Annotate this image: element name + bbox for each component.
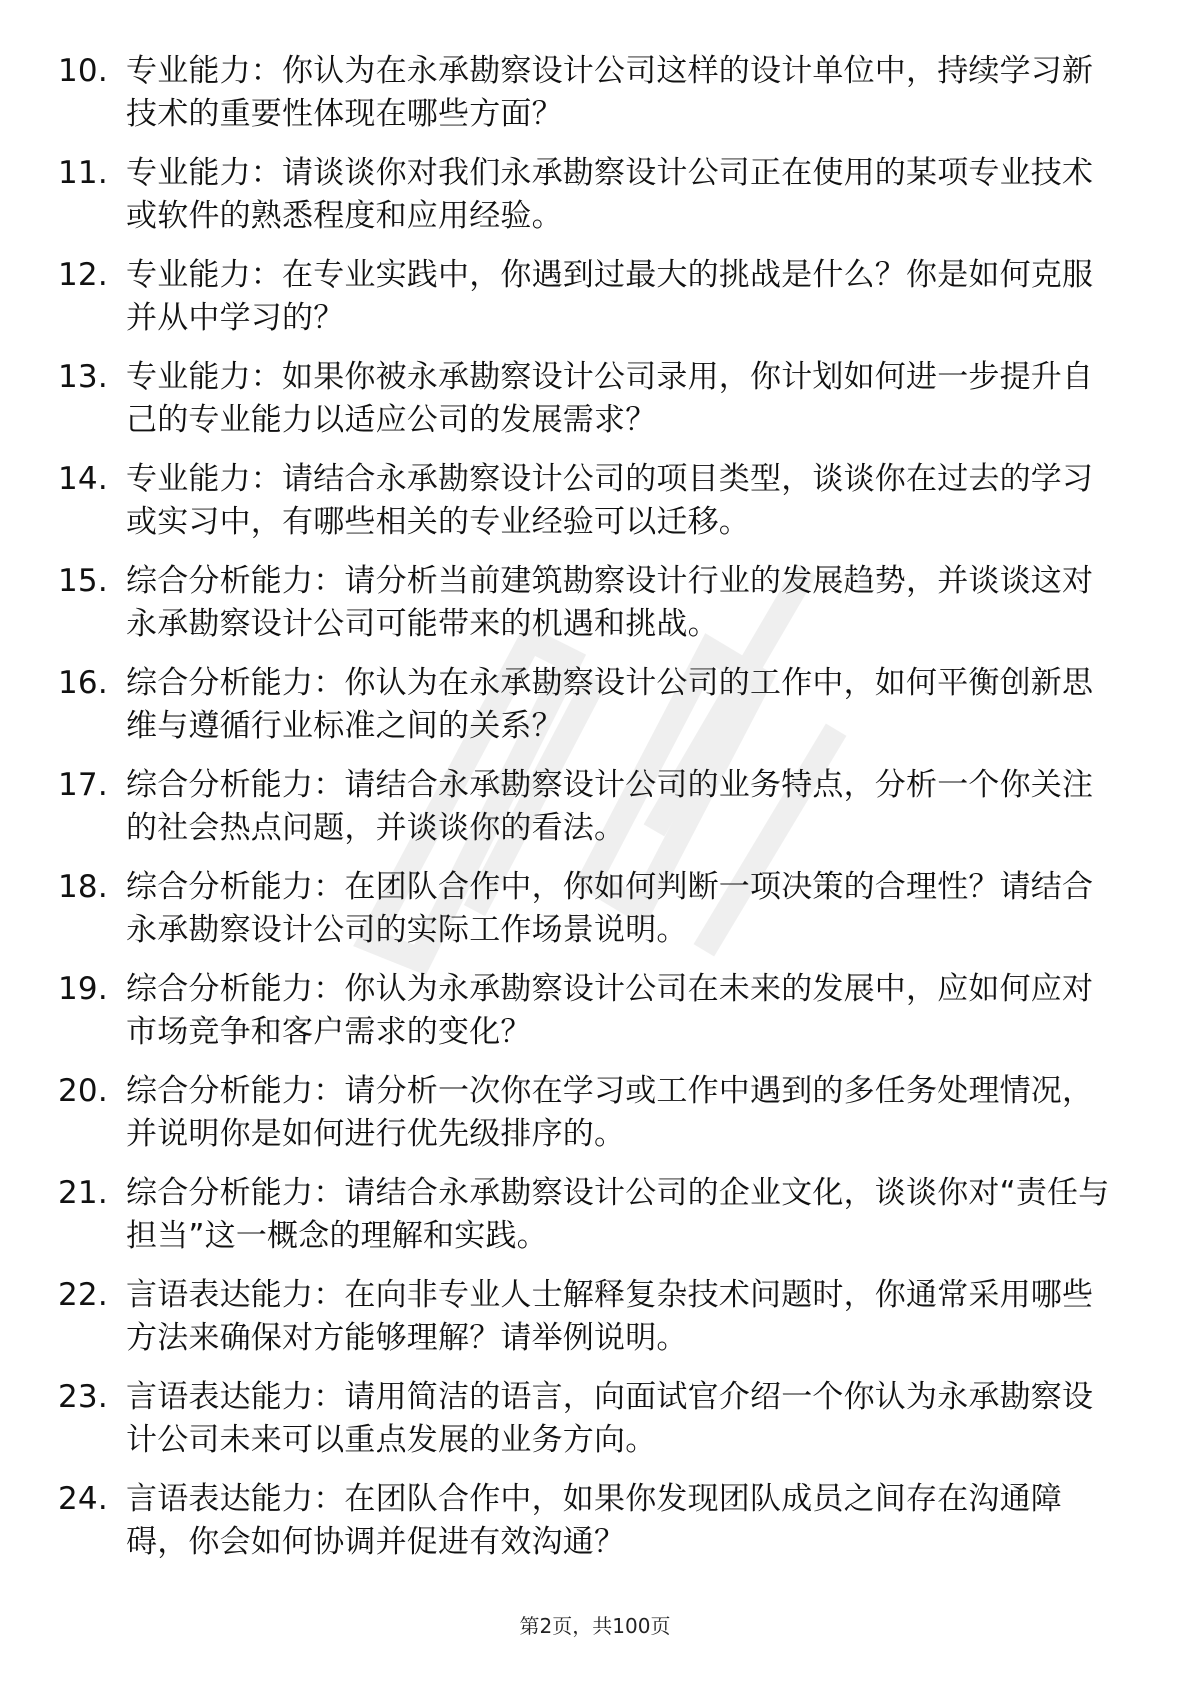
question-text: 综合分析能力：在团队合作中，你如何判断一项决策的合理性？请结合永承勘察设计公司的实际工作场景说明。 <box>126 869 1094 948</box>
question-text: 言语表达能力：在团队合作中，如果你发现团队成员之间存在沟通障碍，你会如何协调并促进有效沟通？ <box>126 1481 1062 1560</box>
list-item <box>58 560 1118 646</box>
list-item <box>58 1274 1118 1360</box>
question-list <box>58 50 1118 1580</box>
question-text: 综合分析能力：请结合永承勘察设计公司的业务特点，分析一个你关注的社会热点问题，并谈谈你的看法。 <box>126 767 1094 846</box>
page-footer <box>0 1613 1190 1639</box>
question-number: 14. <box>58 461 108 497</box>
list-item <box>58 458 1118 544</box>
question-number: 22. <box>58 1277 108 1313</box>
question-text: 专业能力：请谈谈你对我们永承勘察设计公司正在使用的某项专业技术或软件的熟悉程度和应用经验。 <box>126 155 1094 234</box>
list-item <box>58 1478 1118 1564</box>
question-number: 11. <box>58 155 108 191</box>
list-item <box>58 662 1118 748</box>
question-text: 综合分析能力：你认为永承勘察设计公司在未来的发展中，应如何应对市场竞争和客户需求的变化？ <box>126 971 1094 1050</box>
question-number: 23. <box>58 1379 108 1415</box>
question-number: 13. <box>58 359 108 395</box>
list-item <box>58 50 1118 136</box>
question-text: 专业能力：你认为在永承勘察设计公司这样的设计单位中，持续学习新技术的重要性体现在哪些方面？ <box>126 53 1094 132</box>
question-number: 12. <box>58 257 108 293</box>
list-item <box>58 1376 1118 1462</box>
list-item <box>58 968 1118 1054</box>
question-number: 17. <box>58 767 108 803</box>
question-text: 综合分析能力：请分析一次你在学习或工作中遇到的多任务处理情况，并说明你是如何进行优先级排序的。 <box>126 1073 1094 1152</box>
list-item <box>58 254 1118 340</box>
list-item <box>58 152 1118 238</box>
page-number-label: 第2页，共100页 <box>519 1614 671 1638</box>
list-item <box>58 866 1118 952</box>
question-text: 综合分析能力：请分析当前建筑勘察设计行业的发展趋势，并谈谈这对永承勘察设计公司可能带来的机遇和挑战。 <box>126 563 1094 642</box>
question-text: 综合分析能力：你认为在永承勘察设计公司的工作中，如何平衡创新思维与遵循行业标准之间的关系？ <box>126 665 1094 744</box>
question-text: 言语表达能力：在向非专业人士解释复杂技术问题时，你通常采用哪些方法来确保对方能够理解？请举例说明。 <box>126 1277 1094 1356</box>
question-number: 18. <box>58 869 108 905</box>
list-item <box>58 1172 1118 1258</box>
list-item <box>58 356 1118 442</box>
question-number: 15. <box>58 563 108 599</box>
question-number: 24. <box>58 1481 108 1517</box>
question-text: 专业能力：如果你被永承勘察设计公司录用，你计划如何进一步提升自己的专业能力以适应公司的发展需求？ <box>126 359 1094 438</box>
question-number: 21. <box>58 1175 108 1211</box>
question-number: 16. <box>58 665 108 701</box>
question-number: 20. <box>58 1073 108 1109</box>
list-item <box>58 764 1118 850</box>
list-item <box>58 1070 1118 1156</box>
question-text: 言语表达能力：请用简洁的语言，向面试官介绍一个你认为永承勘察设计公司未来可以重点发展的业务方向。 <box>126 1379 1094 1458</box>
question-number: 19. <box>58 971 108 1007</box>
question-text: 专业能力：请结合永承勘察设计公司的项目类型，谈谈你在过去的学习或实习中，有哪些相关的专业经验可以迁移。 <box>126 461 1094 540</box>
question-text: 专业能力：在专业实践中，你遇到过最大的挑战是什么？你是如何克服并从中学习的？ <box>126 257 1094 336</box>
question-number: 10. <box>58 53 108 89</box>
question-text: 综合分析能力：请结合永承勘察设计公司的企业文化，谈谈你对“责任与担当”这一概念的理解和实践。 <box>126 1175 1110 1254</box>
